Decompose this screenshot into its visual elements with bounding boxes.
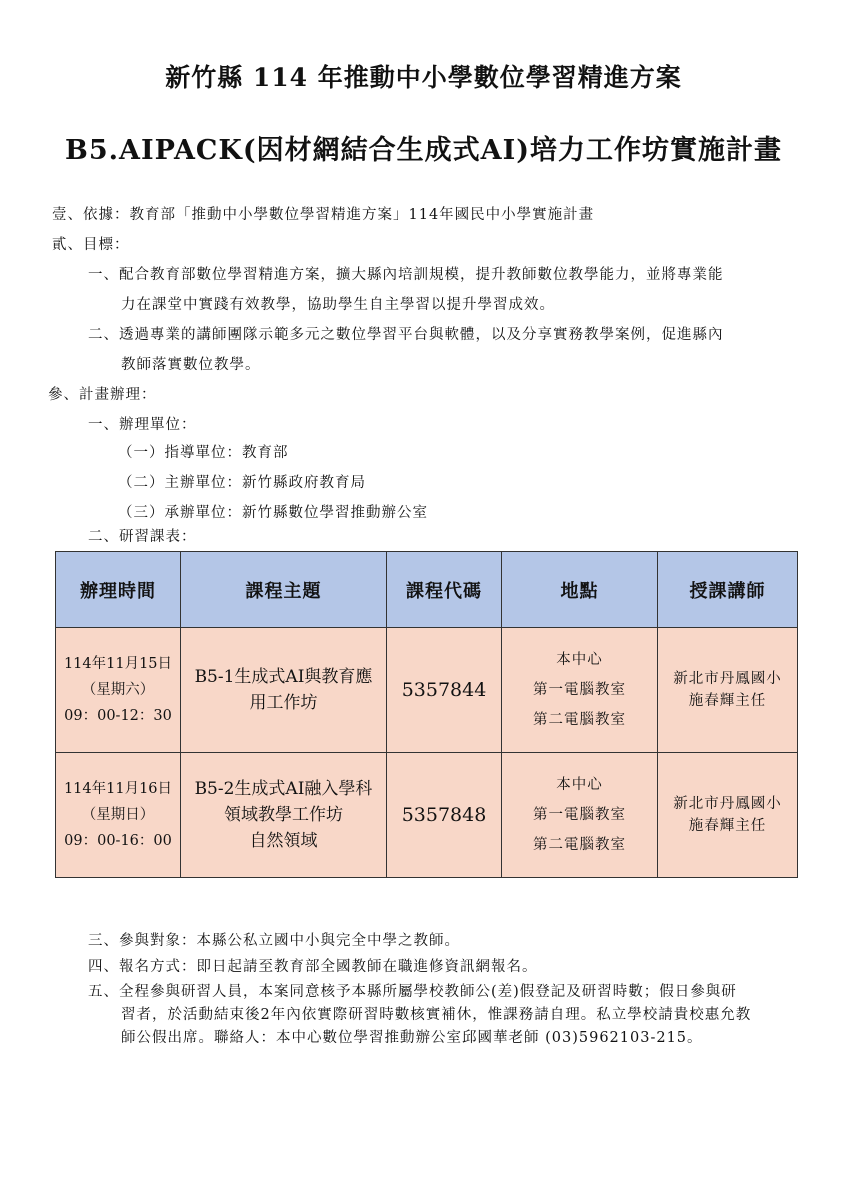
topic-line: B5-1生成式AI與教育應 (194, 667, 373, 687)
weekday-text: （星期六） (81, 682, 155, 698)
basis-text: 壹、依據：教育部「推動中小學數位學習精進方案」114年國民中小學實施計畫 (52, 207, 595, 223)
location-line: 第二電腦教室 (533, 837, 626, 853)
registration-text: 四、報名方式：即日起請至教育部全國教師在職進修資訊網報名。 (88, 959, 538, 975)
goals-heading: 貳、目標： (52, 237, 130, 253)
units-heading: 一、辦理單位： (88, 417, 197, 433)
date-text: 114年11月16日 (63, 781, 173, 797)
table-header-row (56, 552, 798, 628)
document-subtitle: B5.AIPACK(因材網結合生成式AI)培力工作坊實施計畫 (65, 135, 782, 166)
location-line: 第二電腦教室 (533, 712, 626, 728)
topic-line: 領域教學工作坊 (224, 805, 343, 825)
header-time: 辦理時間 (56, 552, 181, 628)
lecturer-name: 施春輝主任 (688, 818, 767, 834)
time-text: 09：00-16：00 (64, 833, 172, 849)
code-cell: 5357848 (387, 753, 502, 878)
lecturer-school: 新北市丹鳳國小 (673, 796, 782, 812)
document-title: 新竹縣 114 年推動中小學數位學習精進方案 (165, 63, 682, 92)
location-line: 第一電腦教室 (533, 682, 626, 698)
participants-text: 三、參與對象：本縣公私立國中小與完全中學之教師。 (88, 933, 460, 949)
schedule-heading: 二、研習課表： (88, 529, 197, 545)
topic-line: 用工作坊 (249, 693, 318, 713)
goal-1-line-1: 一、配合教育部數位學習精進方案，擴大縣內培訓規模，提升教師數位教學能力，並將專業能 (88, 267, 724, 283)
lecturer-cell (658, 628, 798, 753)
weekday-text: （星期日） (81, 807, 155, 823)
table-row (56, 753, 798, 878)
leave-line-3: 師公假出席。聯絡人：本中心數位學習推動辦公室邱國華老師 (03)5962103-215。 (121, 1030, 703, 1046)
date-text: 114年11月15日 (63, 656, 173, 672)
code-cell: 5357844 (387, 628, 502, 753)
time-text: 09：00-12：30 (64, 708, 172, 724)
unit-guidance: （一）指導單位：教育部 (118, 445, 289, 461)
header-topic: 課程主題 (181, 552, 387, 628)
topic-cell (181, 753, 387, 878)
header-location: 地點 (502, 552, 658, 628)
topic-line: B5-2生成式AI融入學科 (194, 779, 373, 799)
header-code: 課程代碼 (387, 552, 502, 628)
unit-organizer: （二）主辦單位：新竹縣政府教育局 (118, 475, 366, 491)
location-line: 本中心 (556, 652, 603, 668)
header-lecturer: 授課講師 (658, 552, 798, 628)
unit-executor: （三）承辦單位：新竹縣數位學習推動辦公室 (118, 505, 428, 521)
topic-cell (181, 628, 387, 753)
leave-line-2: 習者，於活動結束後2年內依實際研習時數核實補休，惟課務請自理。私立學校請貴校惠允教 (121, 1007, 752, 1023)
time-cell (56, 753, 181, 878)
goal-2-line-2: 教師落實數位教學。 (121, 357, 261, 373)
time-cell (56, 628, 181, 753)
table-row (56, 628, 798, 753)
topic-line: 自然領域 (249, 831, 318, 851)
location-cell (502, 753, 658, 878)
location-cell (502, 628, 658, 753)
goal-1-line-2: 力在課堂中實踐有效教學，協助學生自主學習以提升學習成效。 (121, 297, 555, 313)
goal-2-line-1: 二、透過專業的講師團隊示範多元之數位學習平台與軟體，以及分享實務教學案例，促進縣內 (88, 327, 724, 343)
plan-heading: 參、計畫辦理： (48, 387, 157, 403)
leave-line-1: 五、全程參與研習人員，本案同意核予本縣所屬學校教師公(差)假登記及研習時數；假日參與研 (88, 984, 737, 1000)
schedule-table (55, 551, 798, 878)
location-line: 本中心 (556, 777, 603, 793)
lecturer-cell (658, 753, 798, 878)
lecturer-name: 施春輝主任 (688, 693, 767, 709)
lecturer-school: 新北市丹鳳國小 (673, 671, 782, 687)
location-line: 第一電腦教室 (533, 807, 626, 823)
